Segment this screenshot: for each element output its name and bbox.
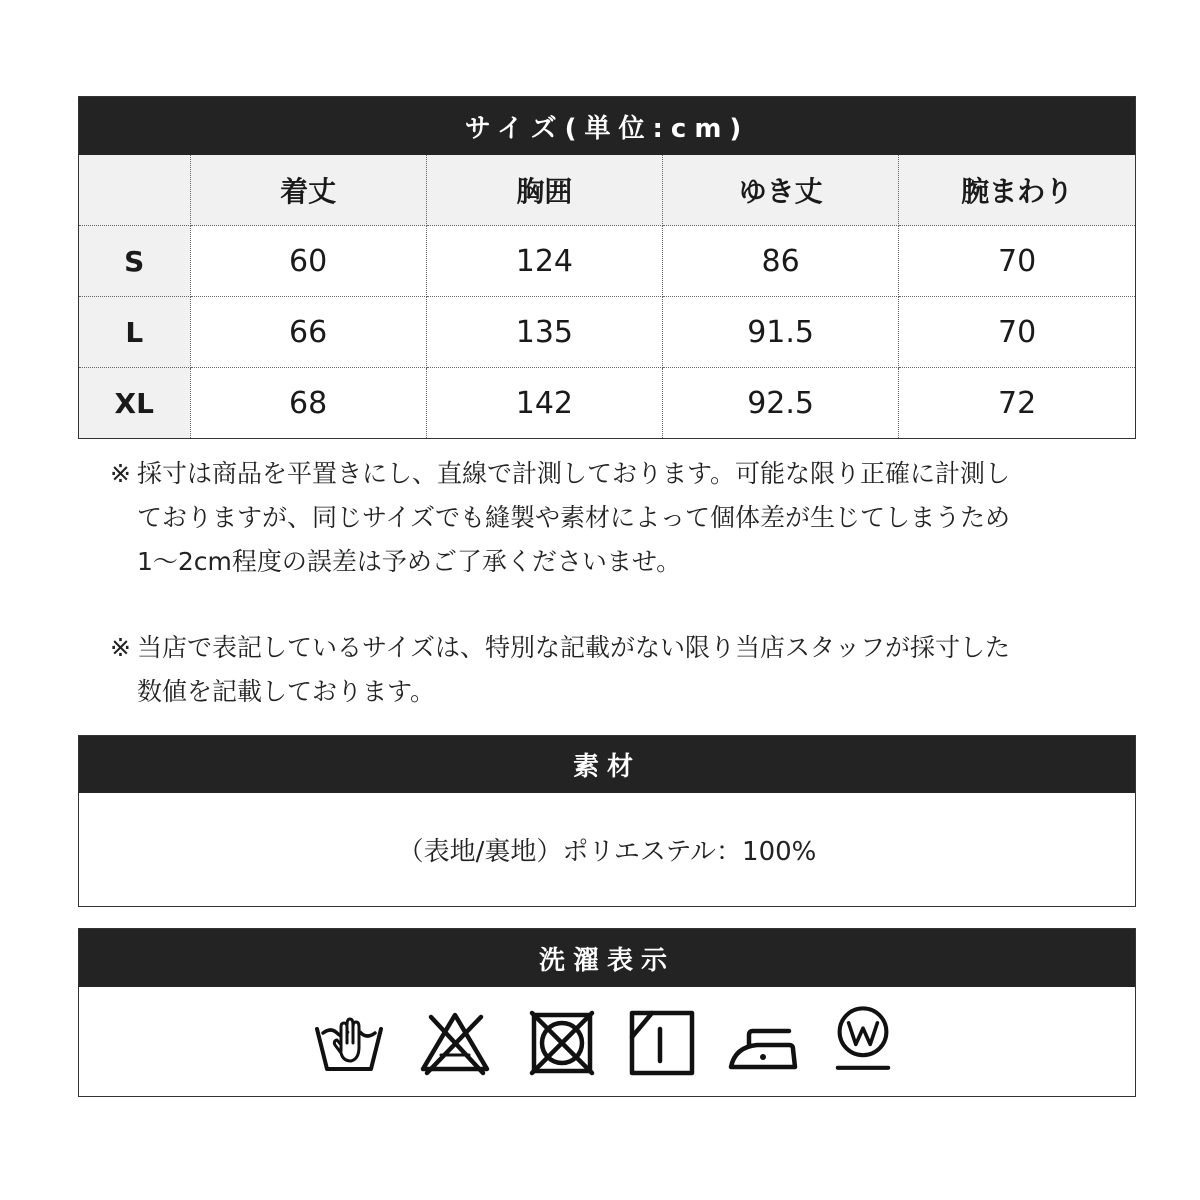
size-cell: 135 bbox=[426, 297, 662, 368]
note-line: 数値を記載しております。 bbox=[137, 677, 436, 706]
hand-wash-icon bbox=[313, 1007, 385, 1079]
size-cell: 124 bbox=[426, 226, 662, 297]
note-line: 当店で表記しているサイズは、特別な記載がない限り当店スタッフが採寸した bbox=[137, 633, 1011, 662]
size-cell: 86 bbox=[663, 226, 899, 297]
care-section bbox=[78, 928, 1136, 1097]
no-tumble-dry-icon bbox=[526, 1007, 598, 1079]
size-source-note bbox=[110, 626, 1110, 714]
line-dry-icon bbox=[626, 1007, 698, 1079]
table-row bbox=[79, 226, 1135, 297]
size-table-section bbox=[78, 96, 1136, 439]
table-row bbox=[79, 368, 1135, 439]
table-row bbox=[79, 297, 1135, 368]
note-line: 採寸は商品を平置きにし、直線で計測しております。可能な限り正確に計測し bbox=[137, 459, 1011, 488]
material-title: 素材 bbox=[79, 736, 1135, 793]
size-row-label: XL bbox=[79, 368, 190, 439]
size-col-header: ゆき丈 bbox=[663, 155, 899, 226]
no-bleach-icon bbox=[419, 1007, 491, 1079]
size-cell: 70 bbox=[899, 297, 1135, 368]
size-cell: 72 bbox=[998, 385, 1037, 421]
size-row-label: L bbox=[79, 297, 190, 368]
size-cell: 92.5 bbox=[663, 368, 899, 439]
care-title: 洗濯表示 bbox=[79, 929, 1135, 987]
note-line: ておりますが、同じサイズでも縫製や素材によって個体差が生じてしまうため bbox=[137, 503, 1011, 532]
iron-low-icon bbox=[727, 1011, 799, 1083]
size-col-header: 着丈 bbox=[190, 155, 426, 226]
size-cell: 91.5 bbox=[663, 297, 899, 368]
note-line: 1～2cm程度の誤差は予めご了承くださいませ。 bbox=[137, 547, 682, 576]
size-table-title: サイズ(単位:cm) bbox=[79, 97, 1135, 155]
material-section bbox=[78, 735, 1136, 907]
note-mark: ※ bbox=[110, 633, 131, 662]
size-table bbox=[79, 155, 1135, 438]
size-col-header: 腕まわり bbox=[899, 155, 1135, 226]
size-cell: 70 bbox=[899, 226, 1135, 297]
size-row-label: S bbox=[79, 226, 190, 297]
material-text: （表地/裏地）ポリエステル：100% bbox=[397, 836, 817, 867]
care-icons bbox=[79, 987, 1135, 1096]
size-col-header-blank bbox=[79, 155, 190, 226]
size-cell: 68 bbox=[190, 368, 426, 439]
note-mark: ※ bbox=[110, 459, 131, 488]
measurement-note bbox=[110, 452, 1110, 584]
size-cell: 142 bbox=[426, 368, 662, 439]
size-table-header-row bbox=[79, 155, 1135, 226]
wet-clean-icon bbox=[827, 1003, 899, 1075]
size-cell: 60 bbox=[190, 226, 426, 297]
size-cell: 66 bbox=[190, 297, 426, 368]
size-col-header: 胸囲 bbox=[426, 155, 662, 226]
